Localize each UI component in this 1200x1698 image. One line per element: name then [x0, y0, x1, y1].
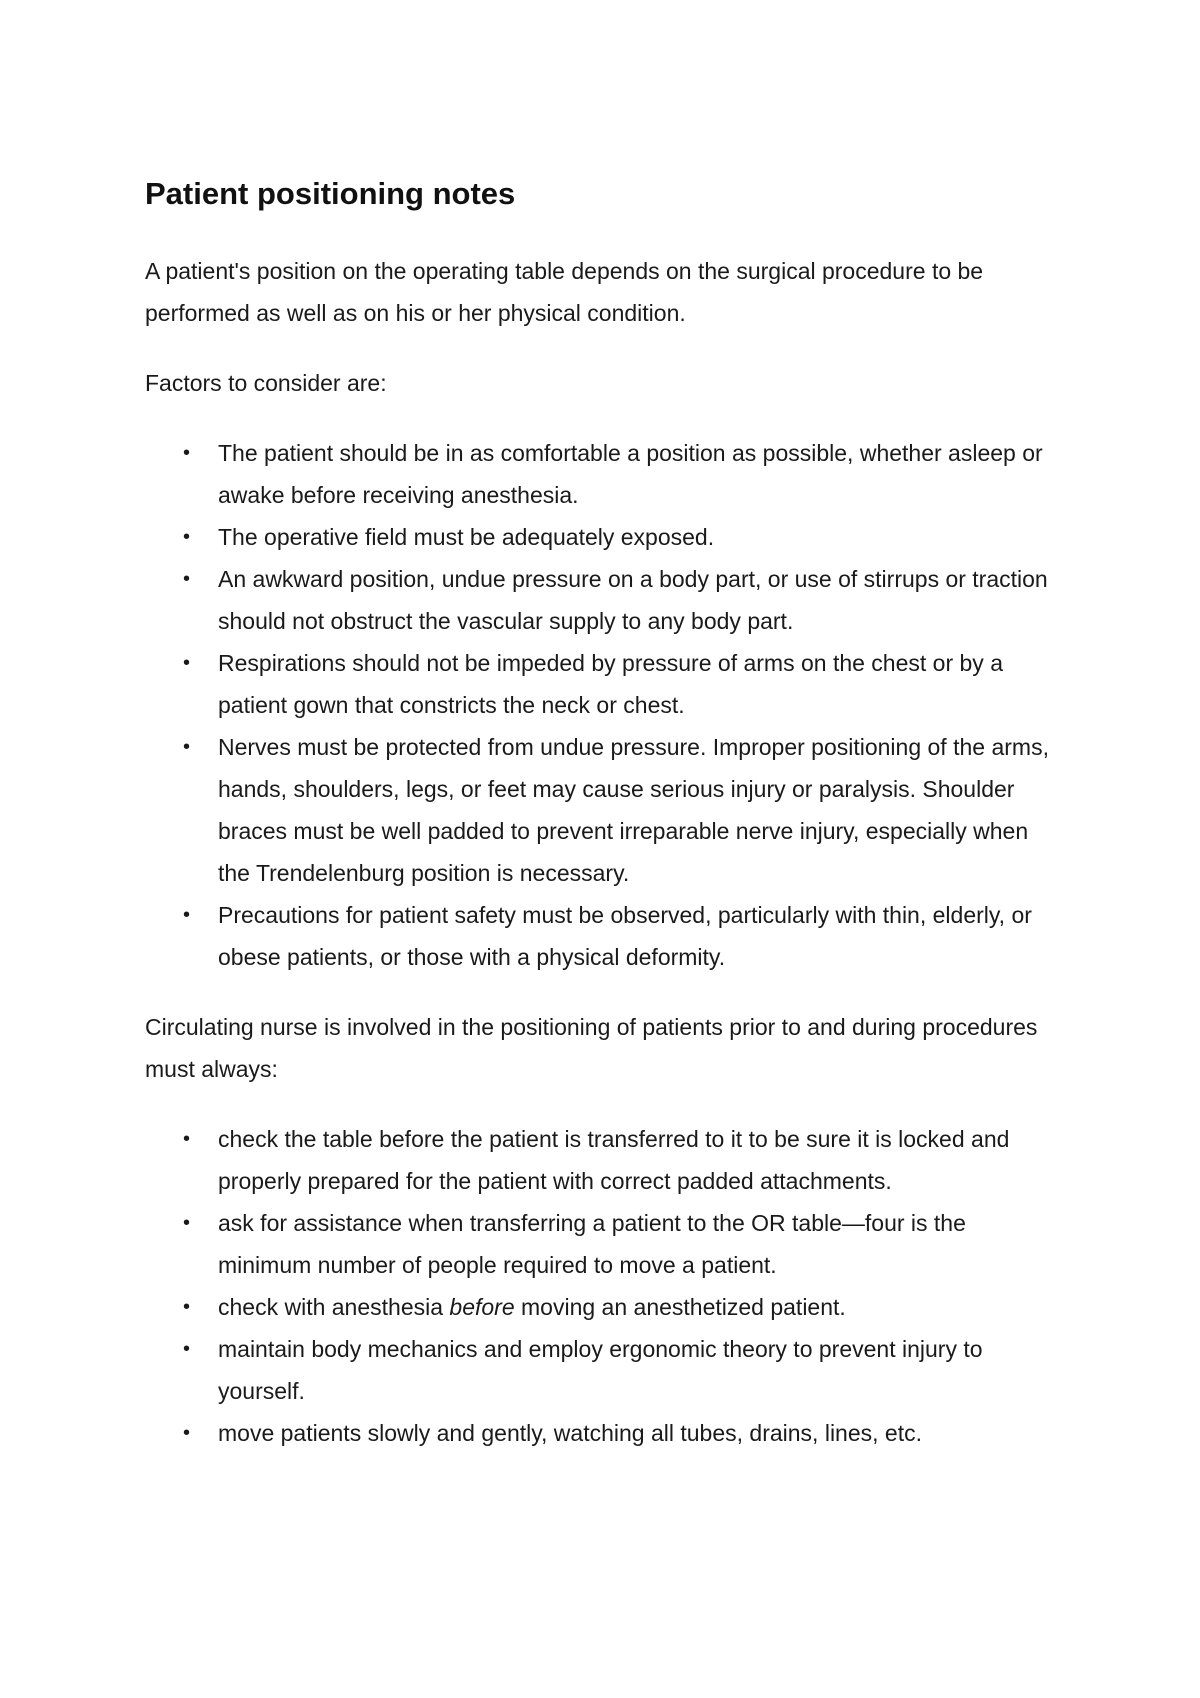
list-item-text: The operative field must be adequately exposed. [218, 524, 715, 550]
factors-list [145, 432, 1065, 978]
bullet-icon: • [183, 568, 191, 590]
bullet-icon: • [183, 526, 191, 548]
list-item-text: maintain body mechanics and employ ergonomic theory to prevent injury to yourself. [218, 1336, 983, 1404]
list-item [145, 1118, 1065, 1202]
list-item-text: move patients slowly and gently, watching all tubes, drains, lines, etc. [218, 1420, 922, 1446]
list-item-text: The patient should be in as comfortable a position as possible, whether asleep or awake before receiving anesthesia. [218, 440, 1043, 508]
list-item [145, 1328, 1065, 1412]
bullet-icon: • [183, 1128, 191, 1150]
list-item-text [218, 1294, 846, 1320]
list-item-text: ask for assistance when transferring a patient to the OR table—four is the minimum number of people required to move a patient. [218, 1210, 966, 1278]
list-item [145, 558, 1065, 642]
factors-heading: Factors to consider are: [145, 370, 387, 396]
circulating-heading: Circulating nurse is involved in the positioning of patients prior to and during procedures must always: [145, 1014, 1038, 1082]
text-after: moving an anesthetized patient. [514, 1294, 846, 1320]
bullet-icon: • [183, 904, 191, 926]
bullet-icon: • [183, 736, 191, 758]
list-item-text: Nerves must be protected from undue pressure. Improper positioning of the arms, hands, shoulders, legs, or feet may cause serious injury or paralysis. Shoulder braces must be well padded to prevent irreparable nerve injury, especially when the Trendelenburg position is necessary. [218, 734, 1049, 886]
bullet-icon: • [183, 652, 191, 674]
bullet-icon: • [183, 1338, 191, 1360]
bullet-icon: • [183, 1422, 191, 1444]
bullet-icon: • [183, 1212, 191, 1234]
list-item [145, 642, 1065, 726]
list-item-text: Respirations should not be impeded by pressure of arms on the chest or by a patient gown that constricts the neck or chest. [218, 650, 1003, 718]
intro-paragraph: A patient's position on the operating table depends on the surgical procedure to be performed as well as on his or her physical condition. [145, 258, 984, 326]
emphasis-text: before [449, 1294, 515, 1320]
document-content [145, 170, 1065, 1454]
text-before: check with anesthesia [218, 1294, 450, 1320]
list-item-text: check the table before the patient is transferred to it to be sure it is locked and properly prepared for the patient with correct padded attachments. [218, 1126, 1010, 1194]
list-item [145, 894, 1065, 978]
list-item [145, 432, 1065, 516]
bullet-icon: • [183, 1296, 191, 1318]
list-item [145, 726, 1065, 894]
list-item [145, 1202, 1065, 1286]
list-item-text: Precautions for patient safety must be observed, particularly with thin, elderly, or obese patients, or those with a physical deformity. [218, 902, 1032, 970]
list-item-text: An awkward position, undue pressure on a body part, or use of stirrups or traction should not obstruct the vascular supply to any body part. [218, 566, 1048, 634]
list-item [145, 1286, 1065, 1328]
duties-list [145, 1118, 1065, 1454]
page-title: Patient positioning notes [145, 176, 516, 211]
bullet-icon: • [183, 442, 191, 464]
list-item [145, 1412, 1065, 1454]
list-item [145, 516, 1065, 558]
